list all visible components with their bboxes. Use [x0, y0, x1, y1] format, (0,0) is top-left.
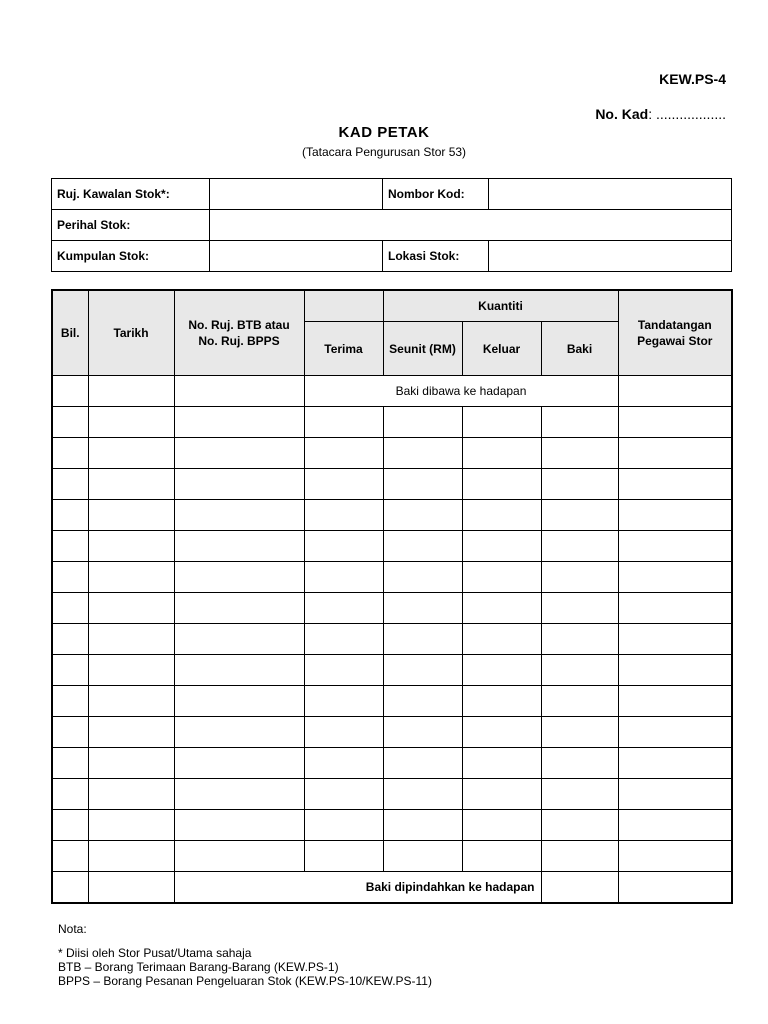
notes-title: Nota: — [58, 922, 87, 936]
table-cell[interactable] — [174, 438, 304, 469]
table-cell[interactable] — [618, 624, 732, 655]
table-cell[interactable] — [383, 655, 462, 686]
table-cell[interactable] — [383, 562, 462, 593]
table-cell[interactable] — [174, 562, 304, 593]
table-cell[interactable] — [304, 593, 383, 624]
table-row — [52, 686, 732, 717]
table-cell[interactable] — [304, 500, 383, 531]
table-cell[interactable] — [174, 376, 304, 407]
kumpulan-label: Kumpulan Stok: — [52, 241, 210, 272]
table-row — [52, 407, 732, 438]
table-cell[interactable] — [462, 841, 541, 872]
table-cell[interactable] — [541, 469, 618, 500]
table-cell[interactable] — [383, 717, 462, 748]
table-cell[interactable] — [88, 841, 174, 872]
col-baki: Baki — [541, 322, 618, 376]
table-cell[interactable] — [304, 686, 383, 717]
table-cell[interactable] — [304, 562, 383, 593]
table-cell[interactable] — [174, 717, 304, 748]
table-cell[interactable] — [618, 562, 732, 593]
table-cell[interactable] — [618, 810, 732, 841]
nombor-kod-label: Nombor Kod: — [383, 179, 489, 210]
table-cell[interactable] — [88, 531, 174, 562]
table-row — [52, 841, 732, 872]
table-cell[interactable] — [52, 593, 88, 624]
table-cell[interactable] — [52, 748, 88, 779]
table-cell[interactable] — [541, 500, 618, 531]
table-cell[interactable] — [462, 624, 541, 655]
col-bil: Bil. — [52, 290, 88, 376]
table-cell[interactable] — [541, 655, 618, 686]
table-cell[interactable] — [174, 624, 304, 655]
col-noruj: No. Ruj. BTB atau No. Ruj. BPPS — [174, 290, 304, 376]
table-cell[interactable] — [618, 438, 732, 469]
table-cell[interactable] — [52, 500, 88, 531]
ruj-kawalan-field[interactable] — [210, 179, 383, 210]
table-cell[interactable] — [88, 779, 174, 810]
table-cell[interactable] — [462, 500, 541, 531]
table-cell[interactable] — [304, 841, 383, 872]
table-cell[interactable] — [304, 624, 383, 655]
table-cell[interactable] — [541, 779, 618, 810]
table-cell[interactable] — [383, 407, 462, 438]
table-cell[interactable] — [462, 748, 541, 779]
table-row — [52, 562, 732, 593]
lokasi-field[interactable] — [489, 241, 732, 272]
table-cell[interactable] — [174, 593, 304, 624]
table-cell[interactable] — [462, 779, 541, 810]
table-cell[interactable] — [541, 624, 618, 655]
table-cell[interactable] — [304, 469, 383, 500]
table-cell[interactable] — [52, 562, 88, 593]
table-row — [52, 593, 732, 624]
table-cell[interactable] — [88, 655, 174, 686]
table-row — [52, 531, 732, 562]
col-terima: Terima — [304, 322, 383, 376]
table-cell[interactable] — [52, 686, 88, 717]
table-cell[interactable] — [88, 407, 174, 438]
table-cell[interactable] — [52, 376, 88, 407]
table-cell[interactable] — [618, 686, 732, 717]
table-cell[interactable] — [383, 810, 462, 841]
table-cell[interactable] — [88, 686, 174, 717]
table-cell[interactable] — [304, 655, 383, 686]
table-cell[interactable] — [541, 872, 618, 904]
table-cell[interactable] — [462, 717, 541, 748]
table-cell[interactable] — [174, 469, 304, 500]
table-cell[interactable] — [52, 872, 88, 904]
col-tarikh: Tarikh — [88, 290, 174, 376]
table-cell[interactable] — [618, 872, 732, 904]
table-cell[interactable] — [304, 531, 383, 562]
table-cell[interactable] — [304, 438, 383, 469]
table-cell[interactable] — [88, 376, 174, 407]
table-cell[interactable] — [541, 438, 618, 469]
table-cell[interactable] — [174, 686, 304, 717]
carried-forward-label: Baki dibawa ke hadapan — [304, 376, 618, 407]
table-cell[interactable] — [52, 655, 88, 686]
table-cell[interactable] — [618, 717, 732, 748]
table-cell[interactable] — [541, 841, 618, 872]
table-cell[interactable] — [541, 717, 618, 748]
table-cell[interactable] — [462, 686, 541, 717]
table-row — [52, 655, 732, 686]
table-cell[interactable] — [52, 841, 88, 872]
table-cell[interactable] — [383, 500, 462, 531]
table-cell[interactable] — [88, 438, 174, 469]
table-row — [52, 810, 732, 841]
table-cell[interactable] — [383, 841, 462, 872]
form-code: KEW.PS-4 — [659, 71, 726, 87]
table-cell[interactable] — [174, 779, 304, 810]
table-row — [52, 469, 732, 500]
table-cell[interactable] — [304, 717, 383, 748]
table-cell[interactable] — [88, 810, 174, 841]
table-cell[interactable] — [52, 438, 88, 469]
table-cell[interactable] — [304, 748, 383, 779]
table-cell[interactable] — [618, 655, 732, 686]
table-cell[interactable] — [174, 748, 304, 779]
table-cell[interactable] — [52, 531, 88, 562]
col-tandatangan: Tandatangan Pegawai Stor — [618, 290, 732, 376]
table-cell[interactable] — [383, 686, 462, 717]
table-cell[interactable] — [462, 655, 541, 686]
nombor-kod-field[interactable] — [489, 179, 732, 210]
stock-ledger-table — [51, 289, 733, 904]
stock-info-table — [51, 178, 732, 272]
table-cell[interactable] — [462, 469, 541, 500]
table-cell[interactable] — [541, 593, 618, 624]
note-line: BTB – Borang Terimaan Barang-Barang (KEW.PS-1) — [58, 960, 339, 974]
perihal-field[interactable] — [210, 210, 732, 241]
table-cell[interactable] — [52, 407, 88, 438]
table-row — [52, 624, 732, 655]
table-cell[interactable] — [383, 438, 462, 469]
table-cell[interactable] — [88, 717, 174, 748]
table-cell[interactable] — [174, 531, 304, 562]
lokasi-label: Lokasi Stok: — [383, 241, 489, 272]
table-cell[interactable] — [304, 407, 383, 438]
note-line: * Diisi oleh Stor Pusat/Utama sahaja — [58, 946, 252, 960]
table-cell[interactable] — [462, 593, 541, 624]
page-title: KAD PETAK — [338, 124, 430, 141]
table-cell[interactable] — [383, 624, 462, 655]
table-cell[interactable] — [618, 841, 732, 872]
note-line: BPPS – Borang Pesanan Pengeluaran Stok (KEW.PS-10/KEW.PS-11) — [58, 974, 432, 988]
table-cell[interactable] — [618, 531, 732, 562]
table-cell[interactable] — [541, 686, 618, 717]
table-cell[interactable] — [52, 717, 88, 748]
table-row — [52, 438, 732, 469]
table-cell[interactable] — [88, 562, 174, 593]
table-cell[interactable] — [618, 407, 732, 438]
table-cell[interactable] — [52, 810, 88, 841]
table-cell[interactable] — [52, 779, 88, 810]
table-cell[interactable] — [462, 562, 541, 593]
col-seunit: Seunit (RM) — [383, 322, 462, 376]
table-cell[interactable] — [618, 500, 732, 531]
table-cell[interactable] — [541, 562, 618, 593]
table-cell[interactable] — [174, 841, 304, 872]
table-cell[interactable] — [383, 531, 462, 562]
card-number — [595, 106, 726, 122]
table-row — [52, 748, 732, 779]
table-cell[interactable] — [88, 469, 174, 500]
card-number-value: : .................. — [648, 106, 726, 122]
table-cell[interactable] — [383, 469, 462, 500]
table-cell[interactable] — [174, 655, 304, 686]
table-cell[interactable] — [541, 531, 618, 562]
page-subtitle: (Tatacara Pengurusan Stor 53) — [301, 145, 467, 159]
table-cell[interactable] — [88, 593, 174, 624]
table-cell[interactable] — [462, 438, 541, 469]
kumpulan-field[interactable] — [210, 241, 383, 272]
table-cell[interactable] — [304, 779, 383, 810]
ruj-kawalan-label: Ruj. Kawalan Stok*: — [52, 179, 210, 210]
card-number-label: No. Kad — [595, 106, 649, 122]
table-cell[interactable] — [383, 779, 462, 810]
table-cell[interactable] — [462, 407, 541, 438]
table-cell[interactable] — [462, 531, 541, 562]
table-cell[interactable] — [304, 810, 383, 841]
table-cell[interactable] — [618, 779, 732, 810]
table-cell[interactable] — [618, 593, 732, 624]
carried-over-label: Baki dipindahkan ke hadapan — [174, 872, 541, 904]
table-cell[interactable] — [174, 407, 304, 438]
table-cell[interactable] — [174, 810, 304, 841]
perihal-label: Perihal Stok: — [52, 210, 210, 241]
col-blank-top — [304, 290, 383, 322]
table-row — [52, 717, 732, 748]
table-cell[interactable] — [88, 872, 174, 904]
table-cell[interactable] — [52, 624, 88, 655]
table-row — [52, 500, 732, 531]
table-cell[interactable] — [88, 748, 174, 779]
table-cell[interactable] — [383, 593, 462, 624]
col-keluar: Keluar — [462, 322, 541, 376]
table-cell[interactable] — [88, 500, 174, 531]
table-cell[interactable] — [174, 500, 304, 531]
table-cell[interactable] — [618, 469, 732, 500]
table-row — [52, 779, 732, 810]
notes-section — [58, 922, 432, 988]
table-cell[interactable] — [52, 469, 88, 500]
table-cell[interactable] — [383, 748, 462, 779]
table-cell[interactable] — [541, 407, 618, 438]
table-cell[interactable] — [618, 376, 732, 407]
table-cell[interactable] — [618, 748, 732, 779]
table-cell[interactable] — [541, 810, 618, 841]
table-cell[interactable] — [462, 810, 541, 841]
table-cell[interactable] — [541, 748, 618, 779]
table-cell[interactable] — [88, 624, 174, 655]
col-kuantiti: Kuantiti — [383, 290, 618, 322]
